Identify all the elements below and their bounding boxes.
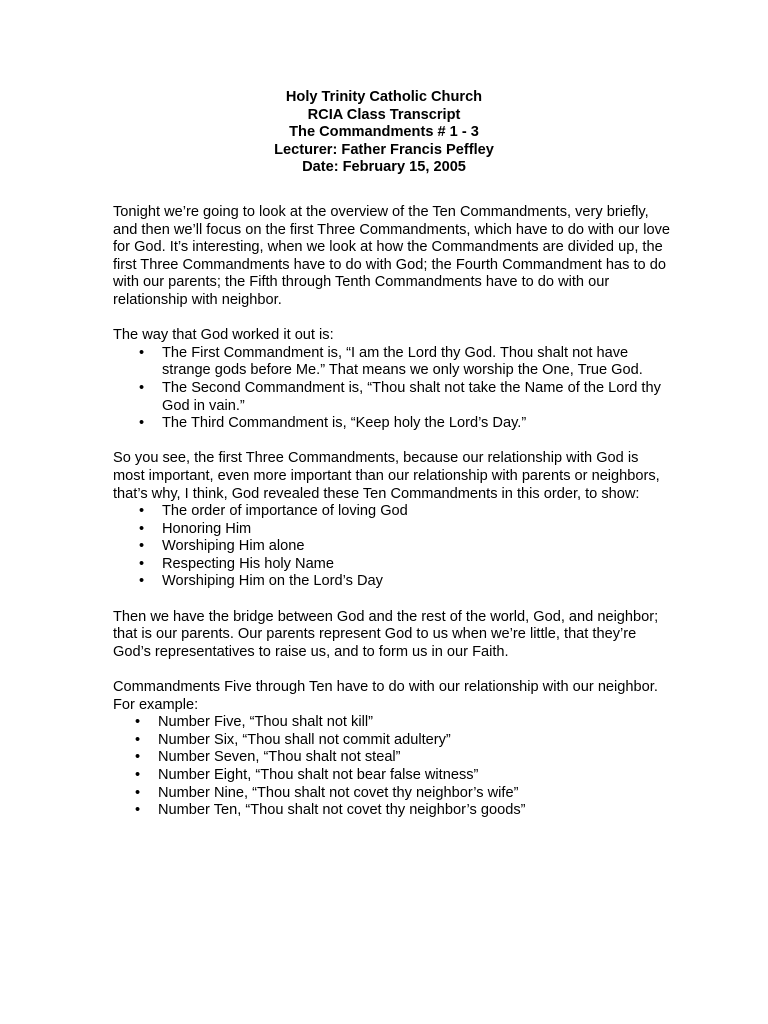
list-item: • Number Six, “Thou shall not commit adultery” [135,731,451,748]
list-item: • Number Eight, “Thou shalt not bear false witness” [135,767,479,783]
commandments-five-to-ten-list [113,714,673,820]
list-item: • Number Seven, “Thou shalt not steal” [135,749,401,766]
document-body [113,204,673,837]
importance-list [113,503,673,591]
bullet-icon: • [139,344,145,361]
bullet-icon: • [139,538,145,555]
list-item: • Number Five, “Thou shalt not kill” [135,714,373,731]
list-item: • Worshiping Him on the Lord’s Day [139,573,383,590]
bullet-icon: • [139,415,145,432]
bullet-icon: • [139,379,145,396]
lecturer-line: Lecturer: Father Francis Peffley [274,141,494,158]
bullet-icon: • [139,503,145,520]
list-item: • Respecting His holy Name [139,555,334,572]
church-name: Holy Trinity Catholic Church [285,89,483,105]
list-item: • Number Ten, “Thou shalt not covet thy neighbor’s goods” [135,802,526,819]
document-type: RCIA Class Transcript [307,106,461,123]
document-title: The Commandments # 1 - 3 [289,124,479,141]
bullet-icon: • [135,802,141,819]
list-item: • Worshiping Him alone [139,538,305,555]
document-header [0,89,768,177]
paragraph-parents: Then we have the bridge between God and the rest of the world, God, and neighbor; that is our parents. Our parents represent God to us when we’re little, that they’re God’s representatives to raise us, and to form us in our Faith. [113,608,659,660]
bullet-icon: • [135,714,141,731]
paragraph-intro: Tonight we’re going to look at the overview of the Ten Commandments, very briefly, and then we’ll focus on the first Three Commandments, which have to do with our love for God. It’s interesting, when we look at how the Commandments are divided up, the first Three Commandments have to do with God; the Fourth Commandment has to do with our parents; the Fifth through Tenth Commandments have to do with our relationship with neighbor. [113,204,671,308]
commandments-one-to-three-list [113,345,673,433]
list-item: • The First Commandment is, “I am the Lord thy God. Thou shalt not have strange gods before Me.” That means we only worship the One, True God. [139,344,643,379]
paragraph-importance: So you see, the first Three Commandments, because our relationship with God is most important, even more important than our relationship with parents or neighbors, that’s why, I think, God revealed these Ten Commandments in this order, to show: [113,450,660,502]
list-item: • Number Nine, “Thou shalt not covet thy neighbor’s wife” [135,784,519,801]
bullet-icon: • [139,520,145,537]
list-item: • The Second Commandment is, “Thou shalt not take the Name of the Lord thy God in vain.” [139,379,661,414]
bullet-icon: • [139,555,145,572]
paragraph-list-intro: The way that God worked it out is: [113,327,334,344]
bullet-icon: • [135,784,141,801]
list-item: • The order of importance of loving God [139,503,408,520]
bullet-icon: • [135,731,141,748]
bullet-icon: • [135,767,141,783]
date-line: Date: February 15, 2005 [302,159,466,176]
bullet-icon: • [135,749,141,766]
list-item: • The Third Commandment is, “Keep holy the Lord’s Day.” [139,415,527,432]
paragraph-five-to-ten: Commandments Five through Ten have to do with our relationship with our neighbor. For example: [113,679,658,713]
bullet-icon: • [139,573,145,590]
list-item: • Honoring Him [139,520,252,537]
